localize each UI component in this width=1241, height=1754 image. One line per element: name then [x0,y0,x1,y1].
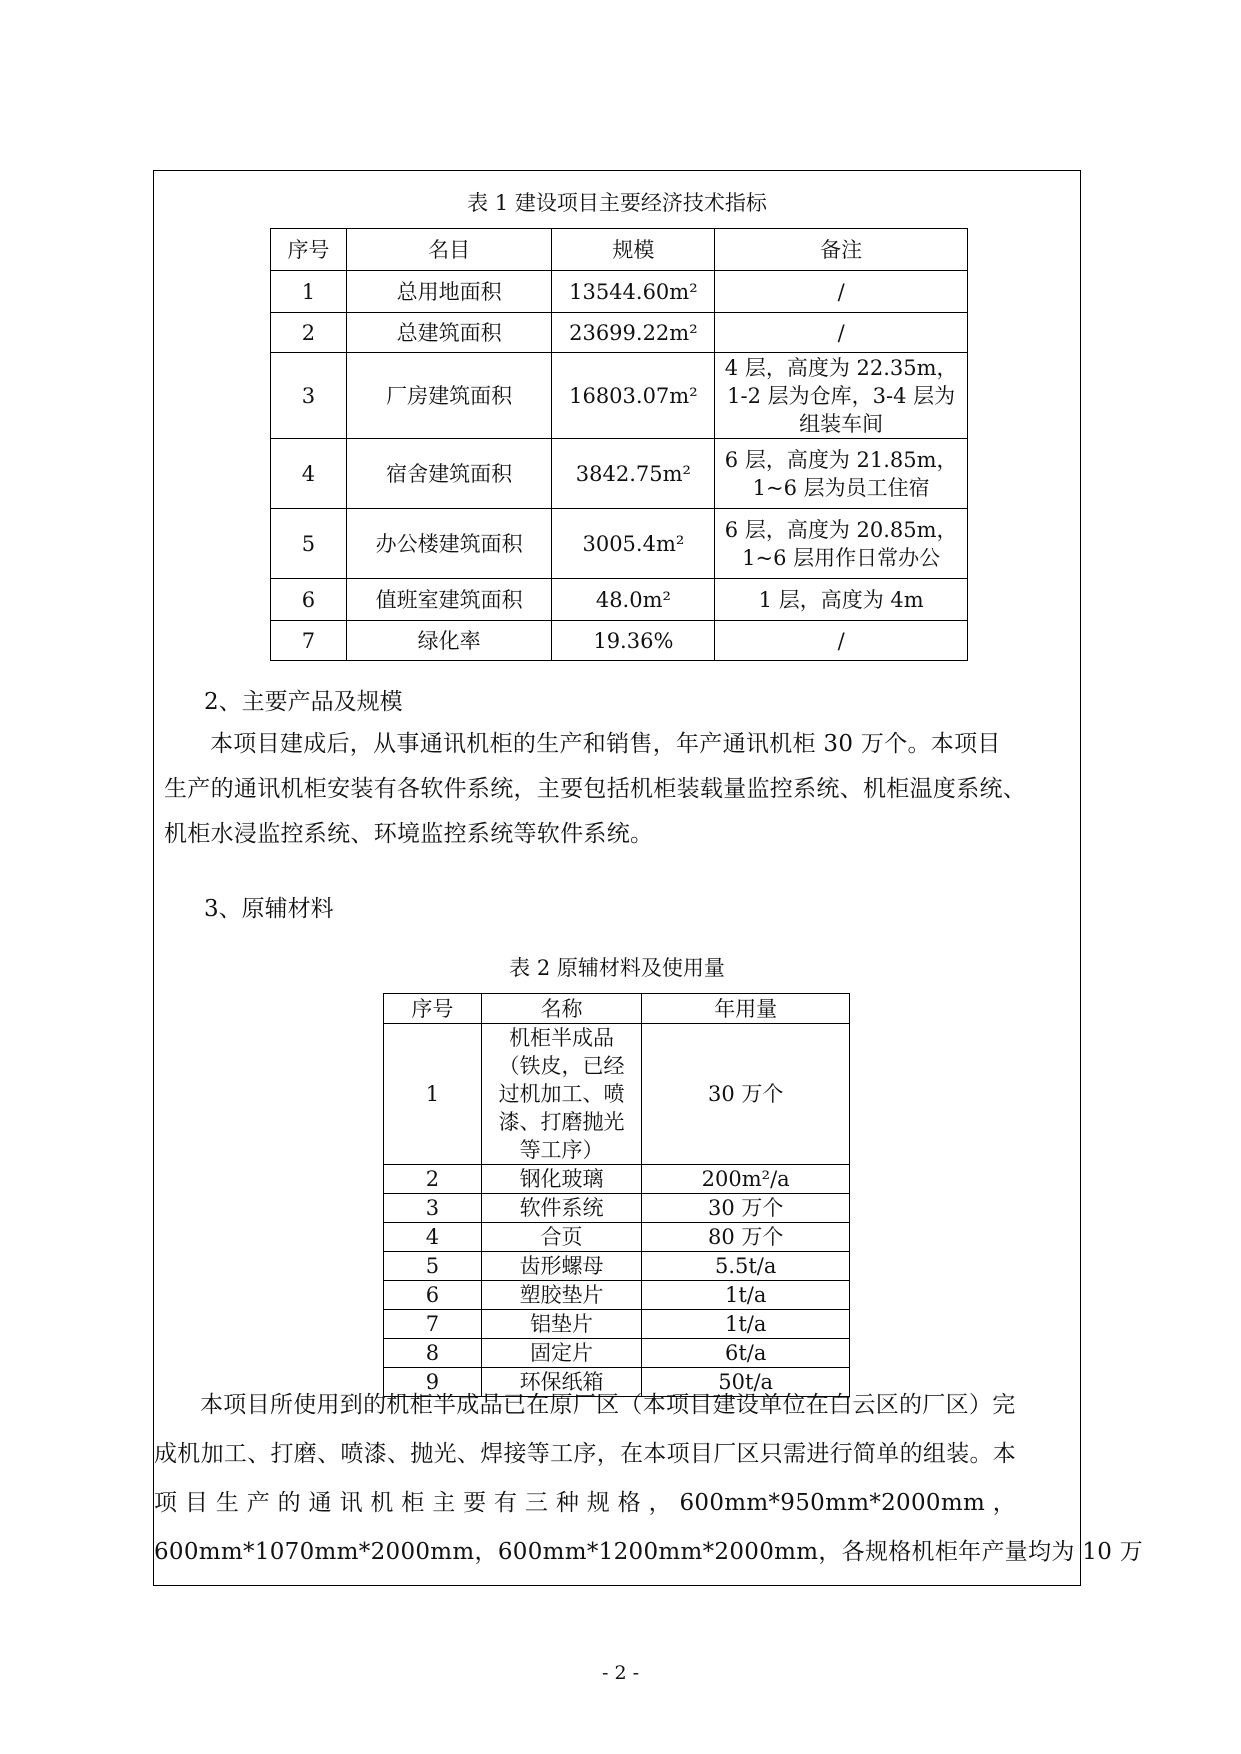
cell-scale: 19.36% [552,621,715,661]
paragraph-line: 本项目建成后，从事通讯机柜的生产和销售，年产通讯机柜 30 万个。本项目 [210,731,1001,757]
cell-amount: 1t/a [642,1310,850,1339]
cell-name: 钢化玻璃 [481,1165,642,1194]
table-row [384,1194,850,1223]
cell-no: 4 [384,1223,482,1252]
cell-scale: 3005.4m² [552,509,715,579]
section3-heading: 3、原辅材料 [204,896,334,922]
cell-name: 固定片 [481,1339,642,1368]
table-row [271,439,968,509]
table-row [384,1165,850,1194]
table-row [384,1339,850,1368]
cell-amount: 30 万个 [642,1024,850,1165]
cell-scale: 3842.75m² [552,439,715,509]
table1-caption: 表 1 建设项目主要经济技术指标 [467,191,767,215]
cell-no: 1 [384,1024,482,1165]
table1-header-scale: 规模 [552,229,715,271]
cell-amount: 30 万个 [642,1194,850,1223]
table-row [384,1024,850,1165]
cell-amount: 50t/a [642,1368,850,1397]
cell-no: 4 [271,439,347,509]
cell-no: 9 [384,1368,482,1397]
cell-no: 7 [271,621,347,661]
table-row [271,313,968,353]
cell-no: 7 [384,1310,482,1339]
cell-amount: 6t/a [642,1339,850,1368]
table-row [271,621,968,661]
cell-name: 塑胶垫片 [481,1281,642,1310]
paragraph-line: 项 目 生 产 的 通 讯 机 柜 主 要 有 三 种 规 格 ， 600mm*950mm*2000mm ， [154,1490,1016,1516]
cell-name: 厂房建筑面积 [346,353,552,439]
cell-no: 3 [271,353,347,439]
paragraph-line: 本项目所使用到的机柜半成品已在原厂区（本项目建设单位在白云区的厂区）完 [200,1392,1016,1418]
table-row [271,509,968,579]
cell-scale: 23699.22m² [552,313,715,353]
paragraph-line: 600mm*1070mm*2000mm，600mm*1200mm*2000mm，各规格机柜年产量均为 10 万 [154,1539,1144,1565]
table-row [384,1252,850,1281]
table2-header-amount: 年用量 [642,994,850,1024]
cell-no: 8 [384,1339,482,1368]
section2-heading: 2、主要产品及规模 [204,689,403,715]
table2-caption: 表 2 原辅材料及使用量 [509,956,725,980]
cell-no: 5 [384,1252,482,1281]
table1-header-note: 备注 [715,229,968,271]
cell-name: 合页 [481,1223,642,1252]
table-row [384,1281,850,1310]
paragraph-line: 成机加工、打磨、喷漆、抛光、焊接等工序，在本项目厂区只需进行简单的组装。本 [154,1441,1017,1467]
table-row [271,353,968,439]
cell-amount: 200m²/a [642,1165,850,1194]
section2-paragraph [164,722,1072,857]
cell-no: 3 [384,1194,482,1223]
table-row [271,271,968,313]
paragraph-line: 机柜水浸监控系统、环境监控系统等软件系统。 [164,821,654,847]
cell-name: 绿化率 [346,621,552,661]
table2-header-no: 序号 [384,994,482,1024]
table1 [270,228,968,661]
cell-name: 齿形螺母 [481,1252,642,1281]
table1-header-no: 序号 [271,229,347,271]
cell-no: 2 [271,313,347,353]
table2 [383,993,850,1397]
cell-scale: 48.0m² [552,579,715,621]
closing-paragraph [154,1381,1144,1577]
cell-no: 6 [271,579,347,621]
table2-header-name: 名称 [481,994,642,1024]
page-number: - 2 - [601,1662,639,1684]
cell-note: 4 层，高度为 22.35m，1-2 层为仓库，3-4 层为组装车间 [715,353,968,439]
cell-note: 1 层，高度为 4m [715,579,968,621]
cell-name: 总建筑面积 [346,313,552,353]
cell-name: 总用地面积 [346,271,552,313]
cell-no: 5 [271,509,347,579]
cell-no: 1 [271,271,347,313]
cell-name: 值班室建筑面积 [346,579,552,621]
cell-note: / [715,621,968,661]
table1-header-name: 名目 [346,229,552,271]
cell-scale: 16803.07m² [552,353,715,439]
cell-name: 软件系统 [481,1194,642,1223]
cell-no: 2 [384,1165,482,1194]
cell-name: 环保纸箱 [481,1368,642,1397]
cell-name: 宿舍建筑面积 [346,439,552,509]
paragraph-line: 生产的通讯机柜安装有各软件系统，主要包括机柜装载量监控系统、机柜温度系统、 [164,776,1027,802]
table-row [384,1310,850,1339]
table-row [384,1223,850,1252]
table2-header-row [384,994,850,1024]
cell-scale: 13544.60m² [552,271,715,313]
cell-name: 机柜半成品（铁皮，已经过机加工、喷漆、打磨抛光等工序） [481,1024,642,1165]
cell-note: 6 层，高度为 20.85m，1~6 层用作日常办公 [715,509,968,579]
cell-no: 6 [384,1281,482,1310]
content-frame [153,170,1144,1586]
cell-amount: 5.5t/a [642,1252,850,1281]
cell-name: 铝垫片 [481,1310,642,1339]
cell-name: 办公楼建筑面积 [346,509,552,579]
cell-note: / [715,313,968,353]
cell-note: / [715,271,968,313]
table1-header-row [271,229,968,271]
table-row [271,579,968,621]
cell-amount: 80 万个 [642,1223,850,1252]
cell-note: 6 层，高度为 21.85m，1~6 层为员工住宿 [715,439,968,509]
cell-amount: 1t/a [642,1281,850,1310]
